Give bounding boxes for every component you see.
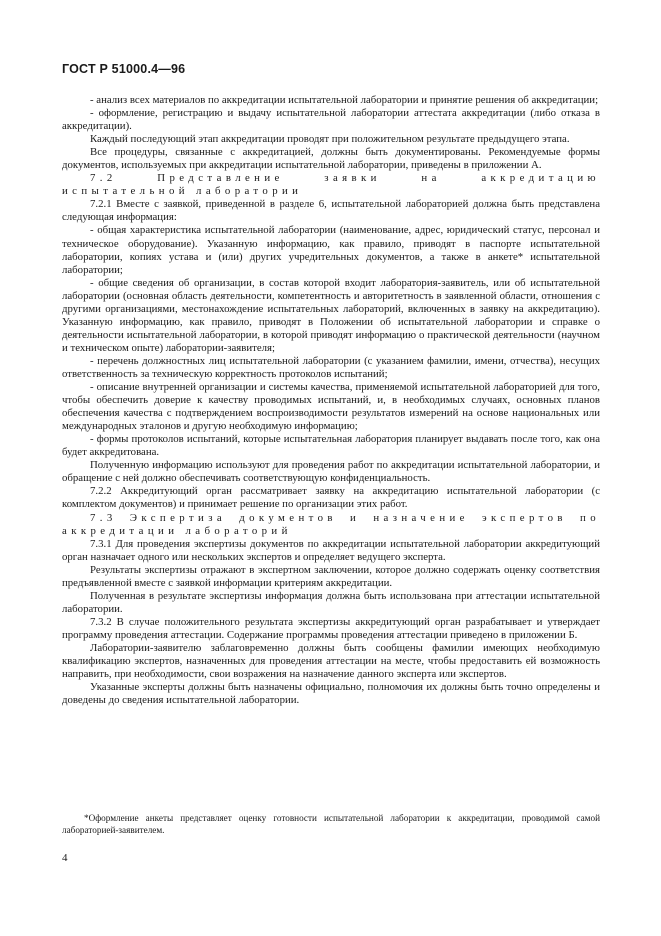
footnote-text: *Оформление анкеты представляет оценку готовности испытательной лаборатории к аккредитации, проводимой самой лабораторией-заявителем.	[62, 813, 600, 836]
paragraph: - формы протоколов испытаний, которые испытательная лаборатория планирует выдавать после того, как она будет аккредитована.	[62, 433, 600, 459]
page-number: 4	[62, 852, 68, 864]
paragraph: 7.3.2 В случае положительного результата экспертизы аккредитующий орган разрабатывает и утверждает программу проведения аттестации. Содержание программы проведения аттестации приведено в приложении Б.	[62, 615, 600, 641]
main-text	[62, 94, 600, 707]
paragraph: - описание внутренней организации и системы качества, применяемой испытательной лабораторией для того, чтобы обеспечить доверие к качеству проводимых испытаний, и, в необходимых случаях, основных планов обеспечения качества с подтверждением воспроизводимости результатов измерений на основе национальных или международных эталонов и другую необходимую информацию;	[62, 381, 600, 433]
paragraph: 7.2.1 Вместе с заявкой, приведенной в разделе 6, испытательной лабораторией должна быть представлена следующая информация:	[62, 198, 600, 224]
paragraph: Полученную информацию используют для проведения работ по аккредитации испытательной лаборатории, и обращение с ней должно обеспечивать соответствующую конфиденциальность.	[62, 459, 600, 485]
section-heading-7-2: 7.2 Представление заявки на аккредитацию испытательной лаборатории	[62, 172, 600, 198]
paragraph: 7.2.2 Аккредитующий орган рассматривает заявку на аккредитацию испытательной лаборатории (с комплектом документов) и принимает решение по организации этих работ.	[62, 485, 600, 511]
paragraph: - перечень должностных лиц испытательной лаборатории (с указанием фамилии, имени, отчества), несущих ответственность за техническую корректность протоколов испытаний;	[62, 354, 600, 380]
paragraph: Результаты экспертизы отражают в экспертном заключении, которое должно содержать оценку соответствия предъявленной вместе с заявкой информации критериям аккредитации.	[62, 563, 600, 589]
paragraph: Полученная в результате экспертизы информация должна быть использована при аттестации испытательной лаборатории.	[62, 589, 600, 615]
paragraph: Все процедуры, связанные с аккредитацией, должны быть документированы. Рекомендуемые формы документов, используемых при аккредитации испытательной лаборатории, приведены в приложении А.	[62, 146, 600, 172]
paragraph: - общая характеристика испытательной лаборатории (наименование, адрес, юридический статус, персонал и техническое оборудование). Указанную информацию, как правило, приводят в паспорте испытательной лаборатории, копиях устава и (или) других учредительных документов, а также в анкете* испытательной лаборатории;	[62, 224, 600, 276]
paragraph: - общие сведения об организации, в состав которой входит лаборатория-заявитель, или об испытательной лаборатории (основная область деятельности, компетентность и авторитетность в заявленной области, отношения с другими организациями, местонахождение испытательных лабораторий, включенных в заявку на аккредитацию). Указанную информацию, как правило, приводят в Положении об испытательной лаборатории и справке о деятельности испытательной лаборатории, в которой приводят информацию о практической деятельности (научном и техническом опыте) лаборатории-заявителя;	[62, 276, 600, 354]
paragraph: Каждый последующий этап аккредитации проводят при положительном результате предыдущего этапа.	[90, 133, 570, 146]
paragraph: - оформление, регистрацию и выдачу испытательной лаборатории аттестата аккредитации (либо отказа в аккредитации).	[62, 107, 600, 133]
paragraph: Указанные эксперты должны быть назначены официально, полномочия их должны быть точно определены и доведены до сведения испытательной лаборатории.	[62, 681, 600, 707]
document-code-header: ГОСТ Р 51000.4—96	[62, 62, 186, 76]
footnote	[62, 812, 600, 837]
paragraph: - анализ всех материалов по аккредитации испытательной лаборатории и принятие решения об аккредитации;	[90, 94, 599, 106]
paragraph: 7.3.1 Для проведения экспертизы документов по аккредитации испытательной лаборатории аккредитующий орган назначает одного или нескольких экспертов и определяет ведущего эксперта.	[62, 537, 600, 563]
paragraph: Лаборатории-заявителю заблаговременно должны быть сообщены фамилии имеющих необходимую квалификацию экспертов, назначенных для проведения аттестации на месте, чтобы предоставить ей возможность направить, при необходимости, свои возражения на назначение данного эксперта или экспертов.	[62, 641, 600, 681]
section-heading-7-3: 7.3 Экспертиза документов и назначение экспертов по аккредитации лабораторий	[62, 511, 600, 537]
